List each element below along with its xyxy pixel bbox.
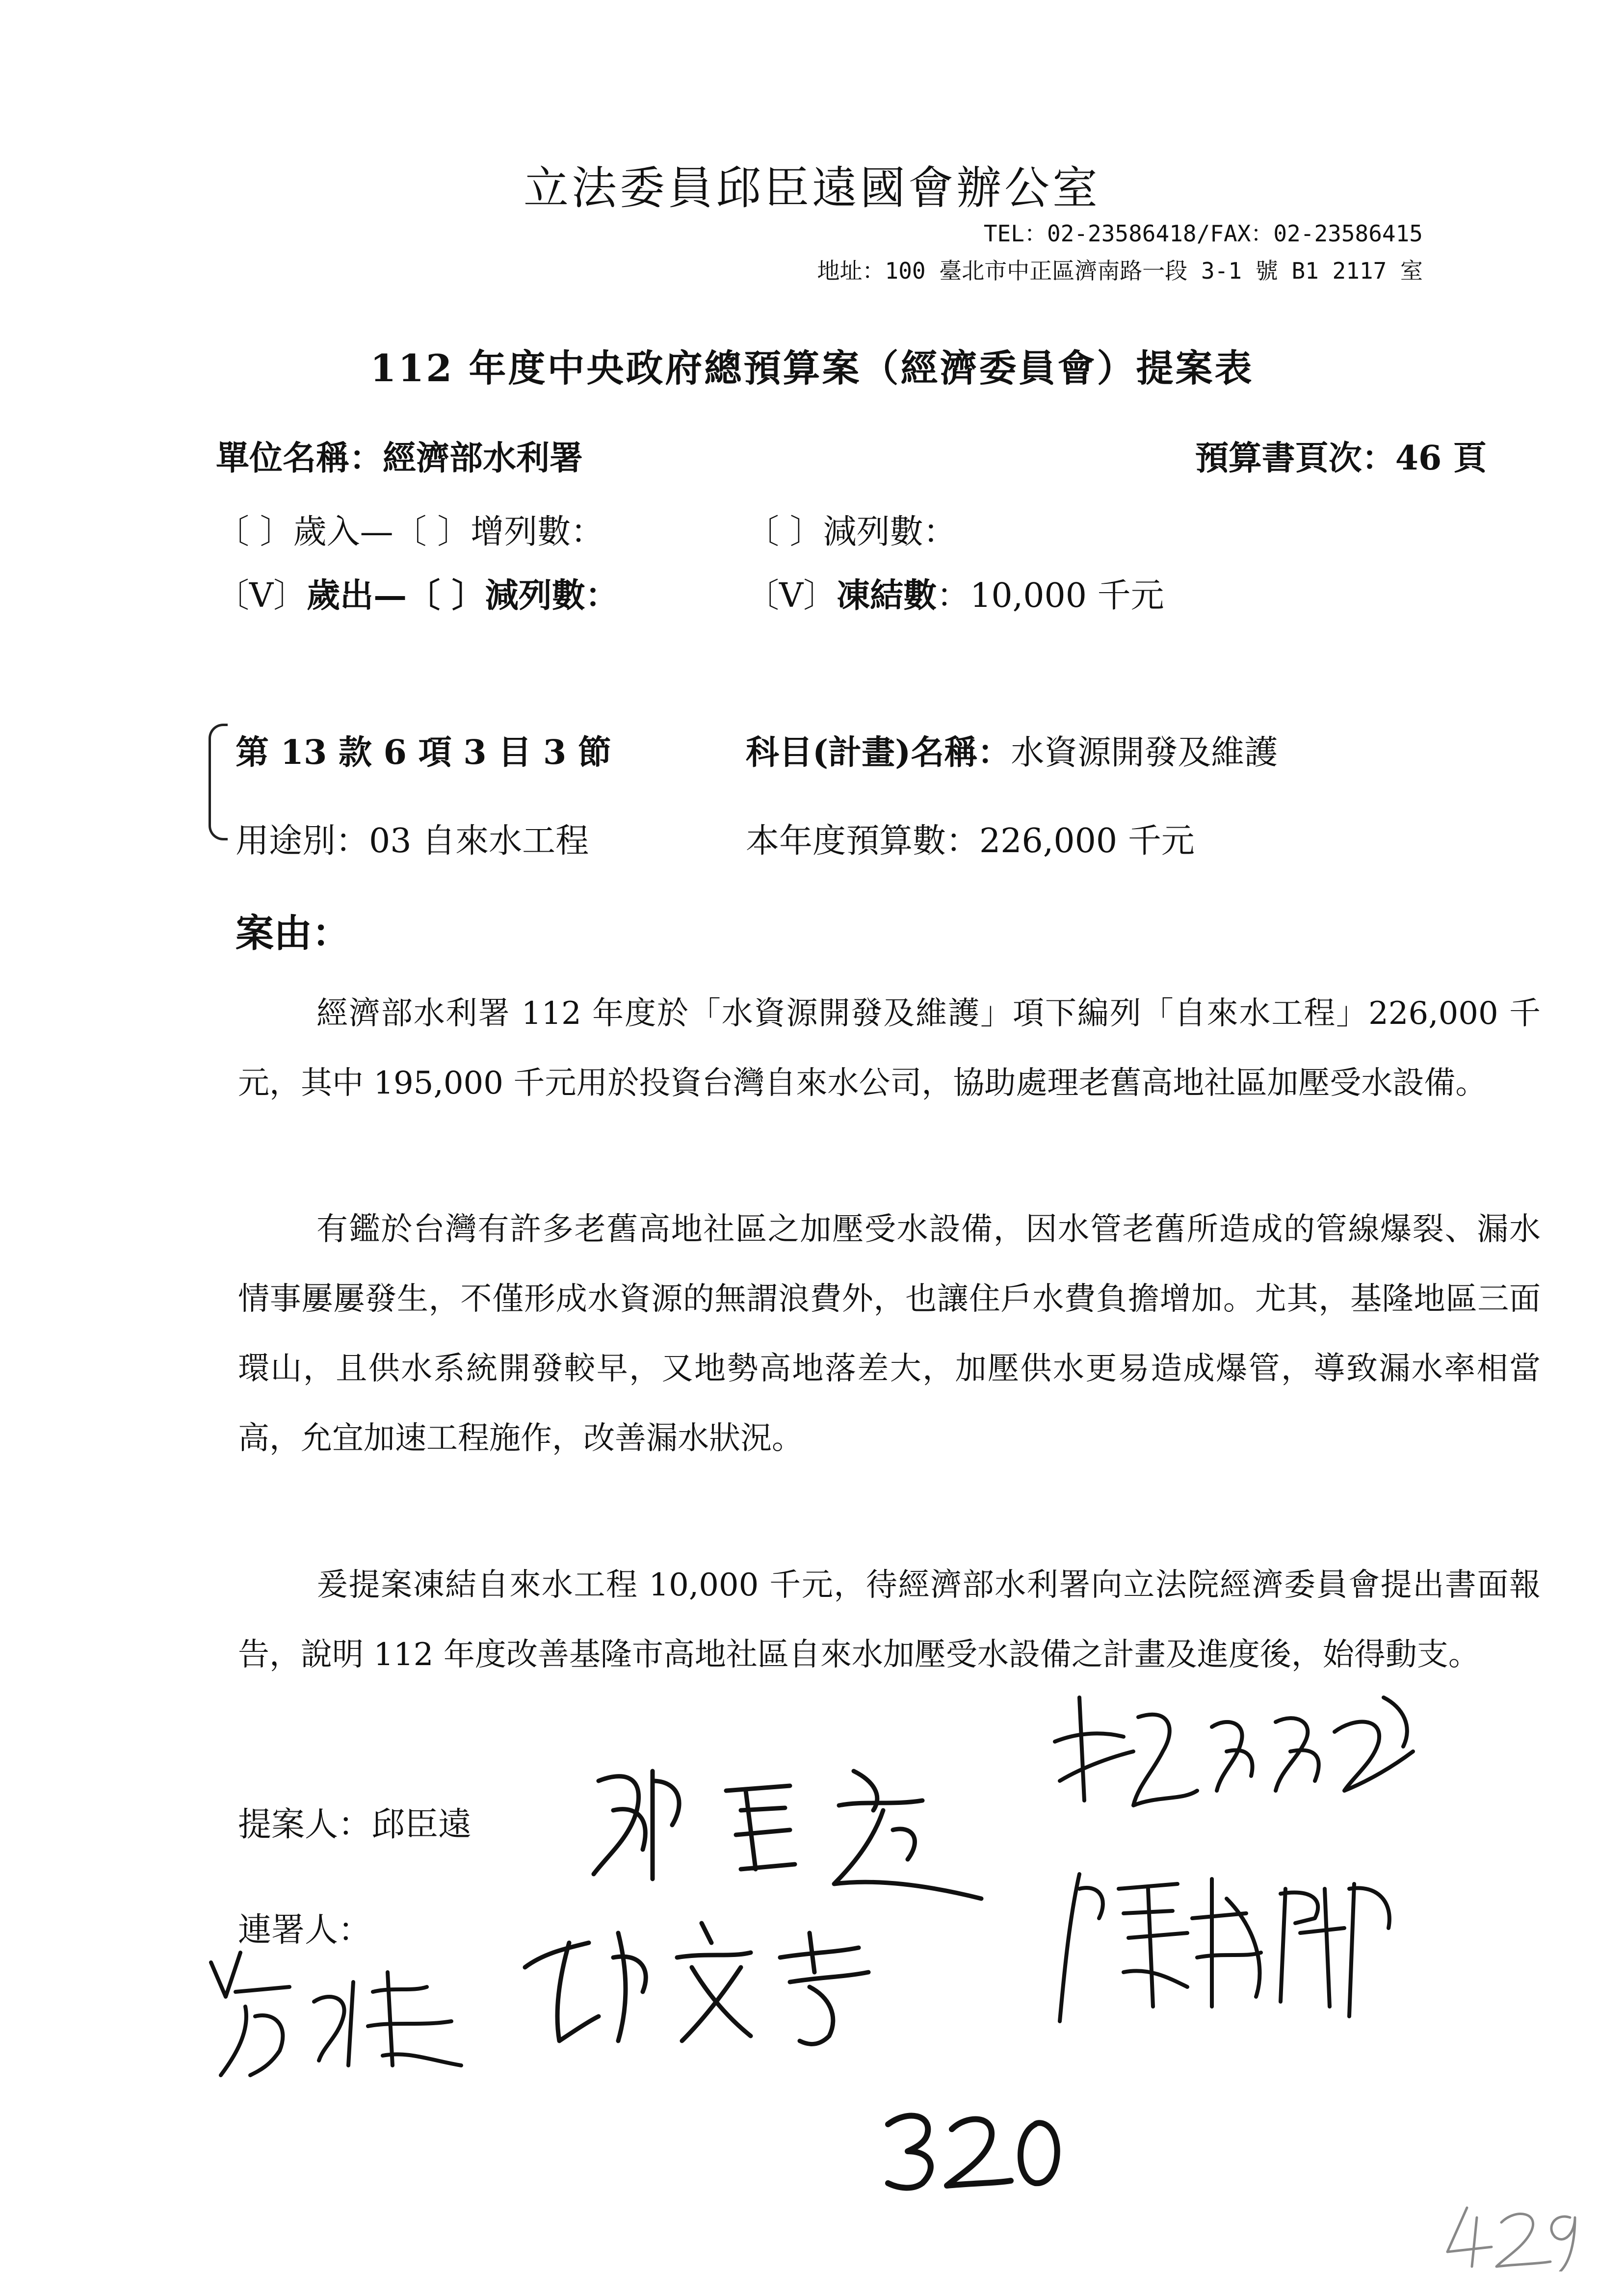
freeze-value: ：10,000 千元 bbox=[937, 576, 1164, 615]
item-section: 第 13 款 6 項 3 目 3 節 bbox=[236, 733, 611, 772]
paragraph-1: 經濟部水利署 112 年度於「水資源開發及維護」項下編列「自來水工程」226,000 千元，其中 195,000 千元用於投資台灣自來水公司，協助處理老舊高地社區加壓受水設備。 bbox=[238, 995, 1541, 1101]
unit-name: 單位名稱：經濟部水利署 bbox=[216, 439, 583, 478]
signature-cosigner-left bbox=[206, 1943, 481, 2090]
revenue-row: 〔 〕歲入—〔 〕增列數： bbox=[216, 513, 604, 551]
signature-cosigner-right bbox=[1050, 1859, 1423, 2046]
item-purpose: 用途別：03 自來水工程 bbox=[236, 822, 589, 861]
address-line: 地址：100 臺北市中正區濟南路一段 3-1 號 B1 2117 室 bbox=[817, 258, 1423, 284]
signature-proposer bbox=[579, 1751, 1001, 1908]
paragraph-3: 爰提案凍結自來水工程 10,000 千元，待經濟部水利署向立法院經濟委員會提出書面報告，說明 112 年度改善基隆市高地社區自來水加壓受水設備之計畫及進度後，始得動支。 bbox=[238, 1567, 1541, 1673]
expense-checkbox: 〔V〕 bbox=[216, 576, 307, 615]
expense-label: 歲出—〔 〕減列數： bbox=[307, 576, 619, 615]
contact-line: TEL：02-23586418/FAX：02-23586415 bbox=[983, 220, 1423, 247]
proposer: 提案人：邱臣遠 bbox=[238, 1805, 472, 1844]
subject-label: 科目(計畫)名稱： bbox=[746, 733, 1011, 772]
subject-value: 水資源開發及維護 bbox=[1011, 733, 1278, 772]
freeze-label: 凍結數 bbox=[837, 576, 937, 615]
handwritten-page-number bbox=[878, 2105, 1074, 2193]
signature-cosigner-top-right bbox=[1040, 1688, 1482, 1884]
item-budget: 本年度預算數：226,000 千元 bbox=[746, 822, 1195, 861]
handwritten-corner-number bbox=[1438, 2198, 1585, 2271]
budget-page-ref: 預算書頁次：46 頁 bbox=[1195, 439, 1487, 478]
expense-row bbox=[216, 569, 619, 617]
freeze-checkbox: 〔V〕 bbox=[746, 576, 837, 615]
signature-cosigner-center bbox=[515, 1913, 957, 2061]
reason-heading: 案由： bbox=[236, 911, 351, 956]
office-name: 立法委員邱臣遠國會辦公室 bbox=[523, 162, 1100, 214]
document-title: 112 年度中央政府總預算案（經濟委員會）提案表 bbox=[370, 346, 1254, 390]
paragraph-2: 有鑑於台灣有許多老舊高地社區之加壓受水設備，因水管老舊所造成的管線爆裂、漏水情事屢屢發生，不僅形成水資源的無謂浪費外，也讓住戶水費負擔增加。尤其，基隆地區三面環山，且供水系統開發較早，又地勢高地落差大，加壓供水更易造成爆管，導致漏水率相當高，允宜加速工程施作，改善漏水狀況。 bbox=[238, 1211, 1541, 1457]
cosigners-label: 連署人： bbox=[238, 1911, 372, 1950]
item-bracket bbox=[209, 724, 228, 840]
freeze-row bbox=[746, 569, 1164, 617]
revenue-cut: 〔 〕減列數： bbox=[746, 513, 957, 551]
item-subject bbox=[746, 726, 1278, 774]
